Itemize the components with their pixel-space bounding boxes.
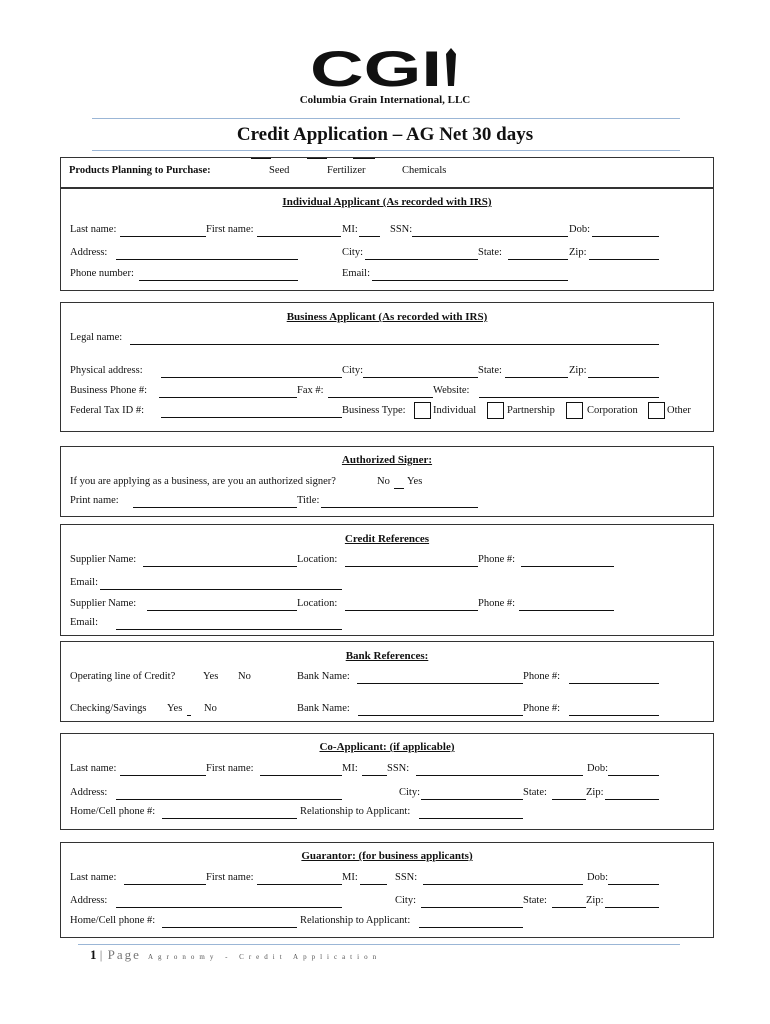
co-dob-field[interactable] (608, 775, 659, 776)
bank2-name-field[interactable] (358, 715, 523, 716)
ind-phone-field[interactable] (139, 280, 298, 281)
signer-section (60, 446, 714, 517)
bus-phone-field[interactable] (159, 397, 297, 398)
co-phone-label: Home/Cell phone #: (70, 806, 156, 817)
page-word: Page (107, 947, 141, 962)
cr2-phone-label: Phone #: (478, 598, 516, 609)
bus-phone-label: Business Phone #: (70, 385, 148, 396)
operating-line-label: Operating line of Credit? (70, 671, 176, 682)
co-city-label: City: (399, 787, 421, 798)
gu-ssn-field[interactable] (423, 884, 583, 885)
gu-dob-field[interactable] (608, 884, 659, 885)
bus-website-label: Website: (433, 385, 470, 396)
signer-no-blank[interactable] (394, 488, 404, 489)
ind-address-field[interactable] (116, 259, 298, 260)
bus-website-field[interactable] (479, 397, 659, 398)
fertilizer-blank[interactable] (307, 158, 327, 159)
bank2-name-label: Bank Name: (297, 703, 350, 714)
co-applicant-section (60, 733, 714, 830)
bank-references-section (60, 641, 714, 722)
co-state-label: State: (523, 787, 547, 798)
co-mi-field[interactable] (362, 775, 387, 776)
ind-first-name-label: First name: (206, 224, 254, 235)
co-ssn-field[interactable] (416, 775, 583, 776)
co-dob-label: Dob: (587, 763, 608, 774)
bank1-name-label: Bank Name: (297, 671, 350, 682)
cr2-location-field[interactable] (345, 610, 478, 611)
signer-title: Authorized Signer: (341, 454, 433, 466)
co-address-label: Address: (70, 787, 108, 798)
ind-mi-label: MI: (342, 224, 358, 235)
gu-first-name-field[interactable] (257, 884, 342, 885)
operating-line-yes[interactable]: Yes (203, 671, 219, 682)
ind-zip-label: Zip: (569, 247, 587, 258)
cr2-email-field[interactable] (116, 629, 342, 630)
bus-type-label: Business Type: (342, 405, 406, 416)
co-city-field[interactable] (421, 799, 523, 800)
co-ssn-label: SSN: (387, 763, 410, 774)
ind-dob-label: Dob: (569, 224, 590, 235)
signer-print-name-label: Print name: (70, 495, 119, 506)
cr2-phone-field[interactable] (519, 610, 614, 611)
bank2-phone-label: Phone #: (523, 703, 561, 714)
co-first-name-label: First name: (206, 763, 254, 774)
cr2-location-label: Location: (297, 598, 338, 609)
signer-title-field[interactable] (321, 507, 478, 508)
guarantor-section (60, 842, 714, 938)
cr1-phone-field[interactable] (521, 566, 614, 567)
ind-email-field[interactable] (372, 280, 568, 281)
checking-savings-label: Checking/Savings (70, 703, 147, 714)
individual-title: Individual Applicant (As recorded with IRS) (282, 196, 492, 208)
co-relationship-label: Relationship to Applicant: (300, 806, 411, 817)
individual-section (60, 188, 714, 291)
gu-zip-label: Zip: (586, 895, 604, 906)
chemicals-blank[interactable] (353, 158, 375, 159)
gu-first-name-label: First name: (206, 872, 254, 883)
cr1-email-label: Email: (70, 577, 98, 588)
gu-state-label: State: (523, 895, 547, 906)
cr2-supplier-label: Supplier Name: (70, 598, 137, 609)
cr1-supplier-field[interactable] (143, 566, 297, 567)
ind-ssn-label: SSN: (390, 224, 413, 235)
type-individual-checkbox[interactable] (414, 402, 431, 419)
title-divider (92, 150, 680, 151)
bus-fax-field[interactable] (328, 397, 433, 398)
seed-blank[interactable] (251, 158, 271, 159)
type-corporation-label: Corporation (587, 405, 638, 416)
type-corporation-checkbox[interactable] (566, 402, 583, 419)
co-mi-label: MI: (342, 763, 358, 774)
ind-last-name-label: Last name: (70, 224, 117, 235)
checking-savings-yes[interactable]: Yes (167, 703, 183, 714)
bank1-phone-field[interactable] (569, 683, 659, 684)
bus-city-field[interactable] (363, 377, 478, 378)
logo-text: CGI (310, 46, 442, 94)
co-last-name-label: Last name: (70, 763, 117, 774)
bus-fax-label: Fax #: (297, 385, 324, 396)
signer-print-name-field[interactable] (133, 507, 297, 508)
page-footer (90, 947, 141, 963)
bank1-name-field[interactable] (357, 683, 523, 684)
gu-city-label: City: (395, 895, 417, 906)
bus-state-field[interactable] (505, 377, 568, 378)
type-partnership-checkbox[interactable] (487, 402, 504, 419)
guarantor-title: Guarantor: (for business applicants) (301, 850, 473, 862)
gu-zip-field[interactable] (605, 907, 659, 908)
cr2-email-label: Email: (70, 617, 98, 628)
co-zip-field[interactable] (605, 799, 659, 800)
products-section (60, 157, 714, 188)
type-partnership-label: Partnership (507, 405, 555, 416)
ind-phone-label: Phone number: (70, 268, 134, 279)
cr1-location-label: Location: (297, 554, 338, 565)
ind-email-label: Email: (342, 268, 370, 279)
co-zip-label: Zip: (586, 787, 604, 798)
cr1-email-field[interactable] (100, 589, 342, 590)
page-title: Credit Application – AG Net 30 days (236, 124, 534, 145)
gu-state-field[interactable] (552, 907, 586, 908)
co-applicant-title: Co-Applicant: (if applicable) (319, 741, 455, 753)
type-other-label: Other (667, 405, 691, 416)
credit-references-section (60, 524, 714, 636)
gu-phone-label: Home/Cell phone #: (70, 915, 156, 926)
cr1-phone-label: Phone #: (478, 554, 516, 565)
ind-city-field[interactable] (365, 259, 478, 260)
ind-zip-field[interactable] (589, 259, 659, 260)
bus-tax-id-label: Federal Tax ID #: (70, 405, 145, 416)
bus-tax-id-field[interactable] (161, 417, 342, 418)
cgi-logo (310, 46, 460, 94)
co-relationship-field[interactable] (419, 818, 523, 819)
business-section (60, 302, 714, 432)
gu-dob-label: Dob: (587, 872, 608, 883)
co-first-name-field[interactable] (260, 775, 342, 776)
bus-legal-name-field[interactable] (130, 344, 659, 345)
gu-city-field[interactable] (421, 907, 523, 908)
ind-ssn-field[interactable] (412, 236, 568, 237)
checking-savings-blank[interactable] (187, 715, 191, 716)
gu-relationship-label: Relationship to Applicant: (300, 915, 411, 926)
bank-refs-title: Bank References: (345, 650, 429, 662)
product-fertilizer[interactable]: Fertilizer (327, 165, 366, 176)
ind-dob-field[interactable] (592, 236, 659, 237)
ind-city-label: City: (342, 247, 364, 258)
header-divider (92, 118, 680, 119)
product-chemicals[interactable]: Chemicals (402, 165, 447, 176)
products-label: Products Planning to Purchase: (69, 165, 211, 176)
gu-last-name-field[interactable] (124, 884, 206, 885)
ind-last-name-field[interactable] (120, 236, 206, 237)
gu-address-label: Address: (70, 895, 108, 906)
checking-savings-no[interactable]: No (204, 703, 217, 714)
signer-yes-option[interactable]: Yes (407, 476, 423, 487)
co-state-field[interactable] (552, 799, 586, 800)
page-separator: | (99, 947, 105, 962)
ind-state-field[interactable] (508, 259, 568, 260)
signer-question: If you are applying as a business, are you an authorized signer? (70, 476, 336, 487)
co-phone-field[interactable] (162, 818, 297, 819)
product-seed[interactable]: Seed (269, 165, 290, 176)
bus-city-label: City: (342, 365, 364, 376)
bus-state-label: State: (478, 365, 502, 376)
gu-ssn-label: SSN: (395, 872, 418, 883)
co-address-field[interactable] (116, 799, 342, 800)
type-other-checkbox[interactable] (648, 402, 665, 419)
cr2-supplier-field[interactable] (147, 610, 297, 611)
cr1-supplier-label: Supplier Name: (70, 554, 137, 565)
bus-physical-address-label: Physical address: (70, 365, 143, 376)
bus-zip-label: Zip: (569, 365, 587, 376)
bus-zip-field[interactable] (588, 377, 659, 378)
bus-physical-address-field[interactable] (161, 377, 342, 378)
footer-subtitle: Agronomy - Credit Application (148, 953, 382, 961)
gu-mi-label: MI: (342, 872, 358, 883)
gu-phone-field[interactable] (162, 927, 297, 928)
gu-relationship-field[interactable] (419, 927, 523, 928)
bank1-phone-label: Phone #: (523, 671, 561, 682)
ind-first-name-field[interactable] (257, 236, 341, 237)
company-name: Columbia Grain International, LLC (299, 94, 471, 106)
ind-mi-field[interactable] (359, 236, 380, 237)
business-title: Business Applicant (As recorded with IRS) (286, 311, 488, 323)
signer-title-label: Title: (297, 495, 320, 506)
signer-no-option[interactable]: No (377, 476, 390, 487)
bank2-phone-field[interactable] (569, 715, 659, 716)
footer-divider (78, 944, 680, 945)
ind-state-label: State: (478, 247, 502, 258)
gu-mi-field[interactable] (360, 884, 387, 885)
type-individual-label: Individual (433, 405, 477, 416)
gu-address-field[interactable] (116, 907, 342, 908)
operating-line-no[interactable]: No (238, 671, 251, 682)
ind-address-label: Address: (70, 247, 108, 258)
bus-legal-name-label: Legal name: (70, 332, 123, 343)
page-number: 1 (90, 947, 97, 962)
co-last-name-field[interactable] (120, 775, 206, 776)
gu-last-name-label: Last name: (70, 872, 117, 883)
cr1-location-field[interactable] (345, 566, 478, 567)
credit-refs-title: Credit References (344, 533, 430, 545)
